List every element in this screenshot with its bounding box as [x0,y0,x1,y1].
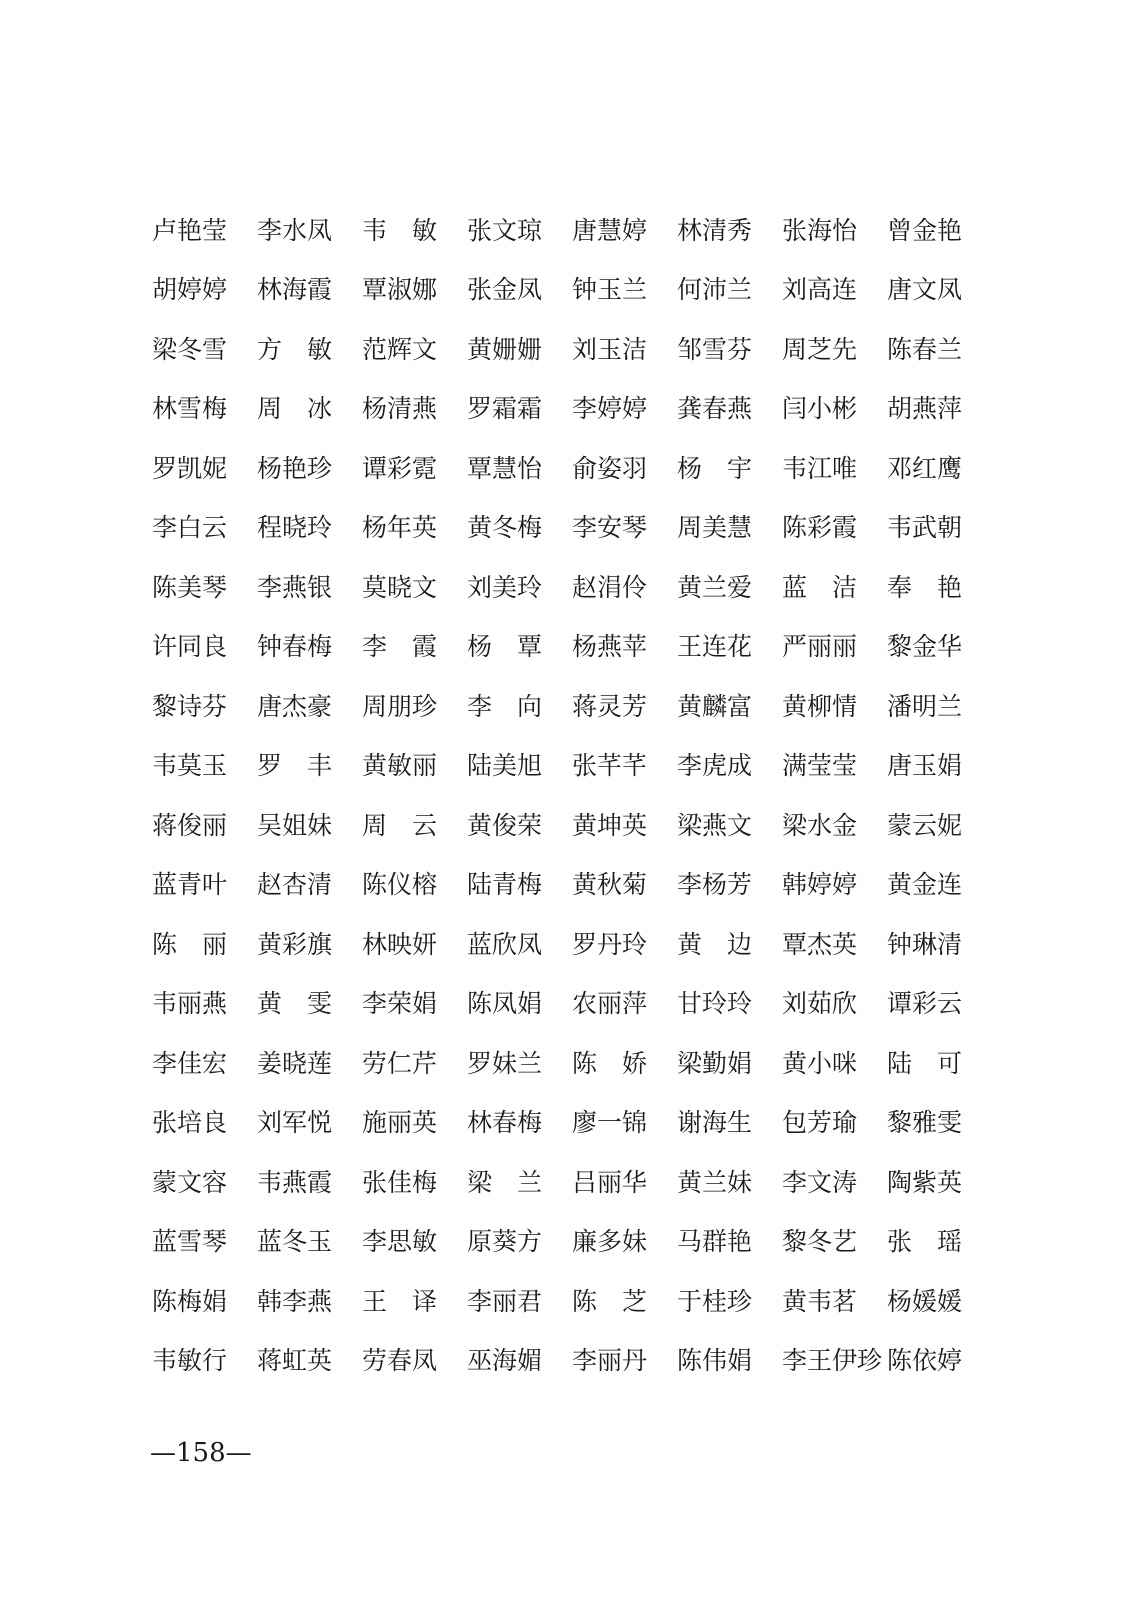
name-entry: 蒋俊丽 [152,810,228,840]
name-entry: 梁勤娟 [677,1048,753,1078]
name-entry: 谭彩霓 [362,453,438,483]
name-entry: 林清秀 [677,215,753,245]
name-entry: 陆 可 [887,1048,963,1078]
name-entry: 李佳宏 [152,1048,228,1078]
name-row [152,499,982,559]
name-entry: 罗凯妮 [152,453,228,483]
name-entry: 蓝欣凤 [467,929,543,959]
name-entry: 罗霜霜 [467,394,543,424]
name-entry: 陶紫英 [887,1167,963,1197]
name-entry: 林映妍 [362,929,438,959]
name-entry: 王 译 [362,1286,438,1316]
name-entry: 满莹莹 [782,751,858,781]
name-entry: 李白云 [152,513,228,543]
name-entry: 许同良 [152,632,228,662]
name-row [152,1272,982,1332]
name-entry: 包芳瑜 [782,1108,858,1138]
name-entry: 胡燕萍 [887,394,963,424]
name-entry: 李思敏 [362,1227,438,1257]
name-entry: 韦莫玉 [152,751,228,781]
name-entry: 张芊芊 [572,751,648,781]
name-entry: 刘玉洁 [572,334,648,364]
name-entry: 范辉文 [362,334,438,364]
name-entry: 黎诗芬 [152,691,228,721]
name-entry: 陈依婷 [887,1346,963,1376]
name-entry: 李文涛 [782,1167,858,1197]
page-number: —158— [150,1438,252,1468]
name-entry: 张佳梅 [362,1167,438,1197]
name-entry: 蒋虹英 [257,1346,333,1376]
name-entry: 甘玲玲 [677,989,753,1019]
name-entry: 罗 丰 [257,751,333,781]
name-entry: 劳春凤 [362,1346,438,1376]
name-entry: 劳仁芹 [362,1048,438,1078]
name-entry: 谭彩云 [887,989,963,1019]
name-entry: 蓝冬玉 [257,1227,333,1257]
name-entry: 周朋珍 [362,691,438,721]
name-entry: 杨艳珍 [257,453,333,483]
name-entry: 梁冬雪 [152,334,228,364]
name-row [152,439,982,499]
name-entry: 刘茹欣 [782,989,858,1019]
name-entry: 林春梅 [467,1108,543,1138]
name-entry: 蒋灵芳 [572,691,648,721]
name-entry: 钟琳清 [887,929,963,959]
name-entry: 周 云 [362,810,438,840]
name-row [152,1034,982,1094]
name-entry: 曾金艳 [887,215,963,245]
name-row [152,1332,982,1392]
name-entry: 陈美琴 [152,572,228,602]
name-entry: 张海怡 [782,215,858,245]
name-entry: 陈 丽 [152,929,228,959]
name-entry: 李水凤 [257,215,333,245]
name-entry: 龚春燕 [677,394,753,424]
name-entry: 陈春兰 [887,334,963,364]
names-list [152,201,982,1391]
name-entry: 唐杰豪 [257,691,333,721]
name-entry: 陈彩霞 [782,513,858,543]
name-entry: 陈 娇 [572,1048,648,1078]
name-entry: 韦丽燕 [152,989,228,1019]
name-entry: 梁水金 [782,810,858,840]
name-entry: 杨媛媛 [887,1286,963,1316]
name-entry: 韦燕霞 [257,1167,333,1197]
name-entry: 韦敏行 [152,1346,228,1376]
name-entry: 奉 艳 [887,572,963,602]
name-entry: 张培良 [152,1108,228,1138]
name-entry: 唐玉娟 [887,751,963,781]
name-entry: 杨 宇 [677,453,753,483]
name-entry: 蒙云妮 [887,810,963,840]
name-entry: 黄敏丽 [362,751,438,781]
name-entry: 覃淑娜 [362,275,438,305]
name-entry: 陈 芝 [572,1286,648,1316]
name-entry: 李杨芳 [677,870,753,900]
name-entry: 梁燕文 [677,810,753,840]
name-entry: 俞姿羽 [572,453,648,483]
name-entry: 廖一锦 [572,1108,648,1138]
name-entry: 唐文凤 [887,275,963,305]
name-entry: 黄冬梅 [467,513,543,543]
name-entry: 黄 边 [677,929,753,959]
name-row [152,1213,982,1273]
name-entry: 蓝 洁 [782,572,858,602]
name-entry: 巫海媚 [467,1346,543,1376]
name-entry: 李丽丹 [572,1346,648,1376]
name-entry: 黄 雯 [257,989,333,1019]
name-entry: 刘高连 [782,275,858,305]
name-entry: 吴姐妹 [257,810,333,840]
name-entry: 周美慧 [677,513,753,543]
name-entry: 覃慧怡 [467,453,543,483]
name-entry: 唐慧婷 [572,215,648,245]
name-entry: 黄坤英 [572,810,648,840]
name-entry: 严丽丽 [782,632,858,662]
name-entry: 杨 覃 [467,632,543,662]
name-entry: 李燕银 [257,572,333,602]
name-entry: 韦江唯 [782,453,858,483]
name-entry: 黄麟富 [677,691,753,721]
name-entry: 陈仪榕 [362,870,438,900]
name-entry: 于桂珍 [677,1286,753,1316]
name-entry: 程晓玲 [257,513,333,543]
name-entry: 黎雅雯 [887,1108,963,1138]
name-entry: 梁 兰 [467,1167,543,1197]
name-entry: 李丽君 [467,1286,543,1316]
name-entry: 廉多妹 [572,1227,648,1257]
name-entry: 邓红鹰 [887,453,963,483]
name-entry: 张文琼 [467,215,543,245]
name-entry: 黎冬艺 [782,1227,858,1257]
name-row [152,380,982,440]
name-row [152,737,982,797]
name-row [152,1153,982,1213]
name-entry: 韦 敏 [362,215,438,245]
name-entry: 农丽萍 [572,989,648,1019]
name-entry: 胡婷婷 [152,275,228,305]
name-row [152,856,982,916]
name-entry: 黄小咪 [782,1048,858,1078]
name-entry: 张金凤 [467,275,543,305]
name-entry: 钟春梅 [257,632,333,662]
name-entry: 陈梅娟 [152,1286,228,1316]
name-row [152,261,982,321]
name-entry: 李荣娟 [362,989,438,1019]
name-entry: 赵杏清 [257,870,333,900]
name-entry: 蒙文容 [152,1167,228,1197]
name-entry: 陆美旭 [467,751,543,781]
name-entry: 何沛兰 [677,275,753,305]
name-row [152,201,982,261]
name-entry: 李 向 [467,691,543,721]
name-row [152,975,982,1035]
name-entry: 王连花 [677,632,753,662]
name-entry: 李虎成 [677,751,753,781]
name-entry: 黄俊荣 [467,810,543,840]
name-entry: 黄韦茗 [782,1286,858,1316]
name-entry: 韦武朝 [887,513,963,543]
name-entry: 罗丹玲 [572,929,648,959]
name-entry: 李安琴 [572,513,648,543]
name-entry: 原葵方 [467,1227,543,1257]
name-entry: 方 敏 [257,334,333,364]
name-entry: 李 霞 [362,632,438,662]
name-row [152,796,982,856]
name-entry: 杨燕苹 [572,632,648,662]
name-entry: 李王伊珍 [782,1346,883,1376]
name-entry: 马群艳 [677,1227,753,1257]
name-entry: 黄秋菊 [572,870,648,900]
name-row [152,558,982,618]
name-entry: 闫小彬 [782,394,858,424]
name-entry: 李婷婷 [572,394,648,424]
name-entry: 周芝先 [782,334,858,364]
name-entry: 邹雪芬 [677,334,753,364]
name-entry: 黎金华 [887,632,963,662]
name-entry: 罗妹兰 [467,1048,543,1078]
name-entry: 赵涓伶 [572,572,648,602]
name-entry: 蓝青叶 [152,870,228,900]
name-row [152,320,982,380]
name-entry: 姜晓莲 [257,1048,333,1078]
name-entry: 刘美玲 [467,572,543,602]
name-entry: 黄兰爱 [677,572,753,602]
name-entry: 杨年英 [362,513,438,543]
name-entry: 刘军悦 [257,1108,333,1138]
name-entry: 陈伟娟 [677,1346,753,1376]
name-entry: 黄彩旗 [257,929,333,959]
name-entry: 潘明兰 [887,691,963,721]
name-entry: 陈凤娟 [467,989,543,1019]
name-entry: 黄兰妹 [677,1167,753,1197]
name-entry: 林海霞 [257,275,333,305]
name-row [152,677,982,737]
name-entry: 卢艳莹 [152,215,228,245]
name-entry: 周 冰 [257,394,333,424]
name-entry: 韩李燕 [257,1286,333,1316]
name-entry: 黄金连 [887,870,963,900]
name-entry: 覃杰英 [782,929,858,959]
name-entry: 韩婷婷 [782,870,858,900]
name-entry: 蓝雪琴 [152,1227,228,1257]
name-entry: 钟玉兰 [572,275,648,305]
name-row [152,618,982,678]
name-entry: 莫晓文 [362,572,438,602]
name-entry: 黄柳情 [782,691,858,721]
name-entry: 施丽英 [362,1108,438,1138]
name-entry: 张 瑶 [887,1227,963,1257]
name-entry: 吕丽华 [572,1167,648,1197]
name-entry: 谢海生 [677,1108,753,1138]
name-entry: 林雪梅 [152,394,228,424]
name-row [152,915,982,975]
name-entry: 陆青梅 [467,870,543,900]
name-row [152,1094,982,1154]
name-entry: 黄姗姗 [467,334,543,364]
name-entry: 杨清燕 [362,394,438,424]
